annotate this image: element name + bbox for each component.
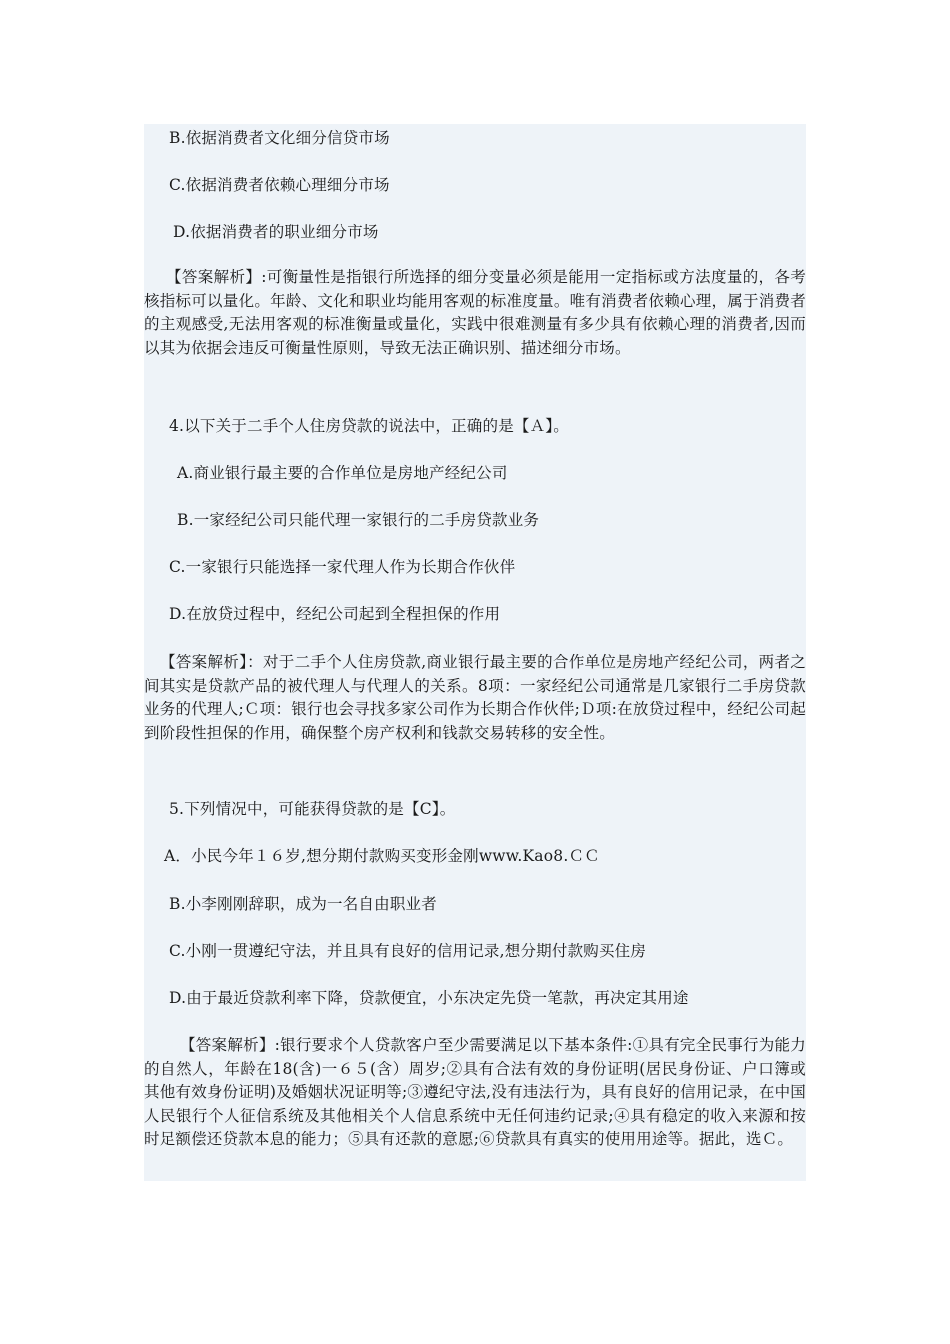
q5-option-d: D.由于最近贷款利率下降，贷款便宜，小东决定先贷一笔款，再决定其用途 [169,989,689,1007]
q5-option-b: B.小李刚刚辞职，成为一名自由职业者 [169,895,437,913]
q5-analysis-label: 【答案解析】 [180,1036,275,1054]
q3-option-d: D.依据消费者的职业细分市场 [173,223,379,241]
q5-analysis [144,1034,806,1152]
q4-option-c: C.一家银行只能选择一家代理人作为长期合作伙伴 [169,558,516,576]
q3-option-c: C.依据消费者依赖心理细分市场 [169,176,390,194]
q5-option-a: A．小民今年１６岁,想分期付款购买变形金刚www.Kao8.ＣＣ [164,847,600,865]
q4-option-d: D.在放贷过程中，经纪公司起到全程担保的作用 [169,605,501,623]
q4-question: 4.以下关于二手个人住房贷款的说法中，正确的是【Ａ】。 [169,417,569,435]
q5-option-c: C.小刚一贯遵纪守法，并且具有良好的信用记录,想分期付款购买住房 [169,942,647,960]
q4-option-b: B.一家经纪公司只能代理一家银行的二手房贷款业务 [177,511,540,529]
q3-analysis-text: :可衡量性是指银行所选择的细分变量必须是能用一定指标或方法度量的，各考核指标可以量化。年龄、文化和职业均能用客观的标准度量。唯有消费者依赖心理，属于消费者的主观感受,无法用客观的标准衡量或量化，实践中很难测量有多少具有依赖心理的消费者,因而以其为依据会违反可衡量性原则，导致无法正确识别、描述细分市场。 [144,268,806,357]
q4-analysis [144,651,806,745]
q4-option-a: A.商业银行最主要的合作单位是房地产经纪公司 [177,464,508,482]
q5-analysis-text: :银行要求个人贷款客户至少需要满足以下基本条件:①具有完全民事行为能力的自然人，年龄在18(含)一６５(含）周岁;②具有合法有效的身份证明(居民身份证、户口簿或其他有效身份证明)及婚姻状况证明等;③遵纪守法,没有违法行为，具有良好的信用记录，在中国人民银行个人征信系统及其他相关个人信息系统中无任何违约记录;④具有稳定的收入来源和按时足额偿还贷款本息的能力；⑤具有还款的意愿;⑥贷款具有真实的使用用途等。据此，选Ｃ。 [144,1036,807,1148]
q5-question: 5.下列情况中，可能获得贷款的是【C】。 [169,800,456,818]
q3-analysis [144,266,806,360]
q4-analysis-label: 【答案解析】 [160,653,248,671]
q4-analysis-text: ：对于二手个人住房贷款,商业银行最主要的合作单位是房地产经纪公司，两者之间其实是贷款产品的被代理人与代理人的关系。8项：一家经纪公司通常是几家银行二手房贷款业务的代理人;Ｃ项：银行也会寻找多家公司作为长期合作伙伴;Ｄ项:在放贷过程中，经纪公司起到阶段性担保的作用，确保整个房产权利和钱款交易转移的安全性。 [144,653,806,742]
q3-analysis-label: 【答案解析】 [166,268,262,286]
q3-option-b: B.依据消费者文化细分信贷市场 [169,129,390,147]
